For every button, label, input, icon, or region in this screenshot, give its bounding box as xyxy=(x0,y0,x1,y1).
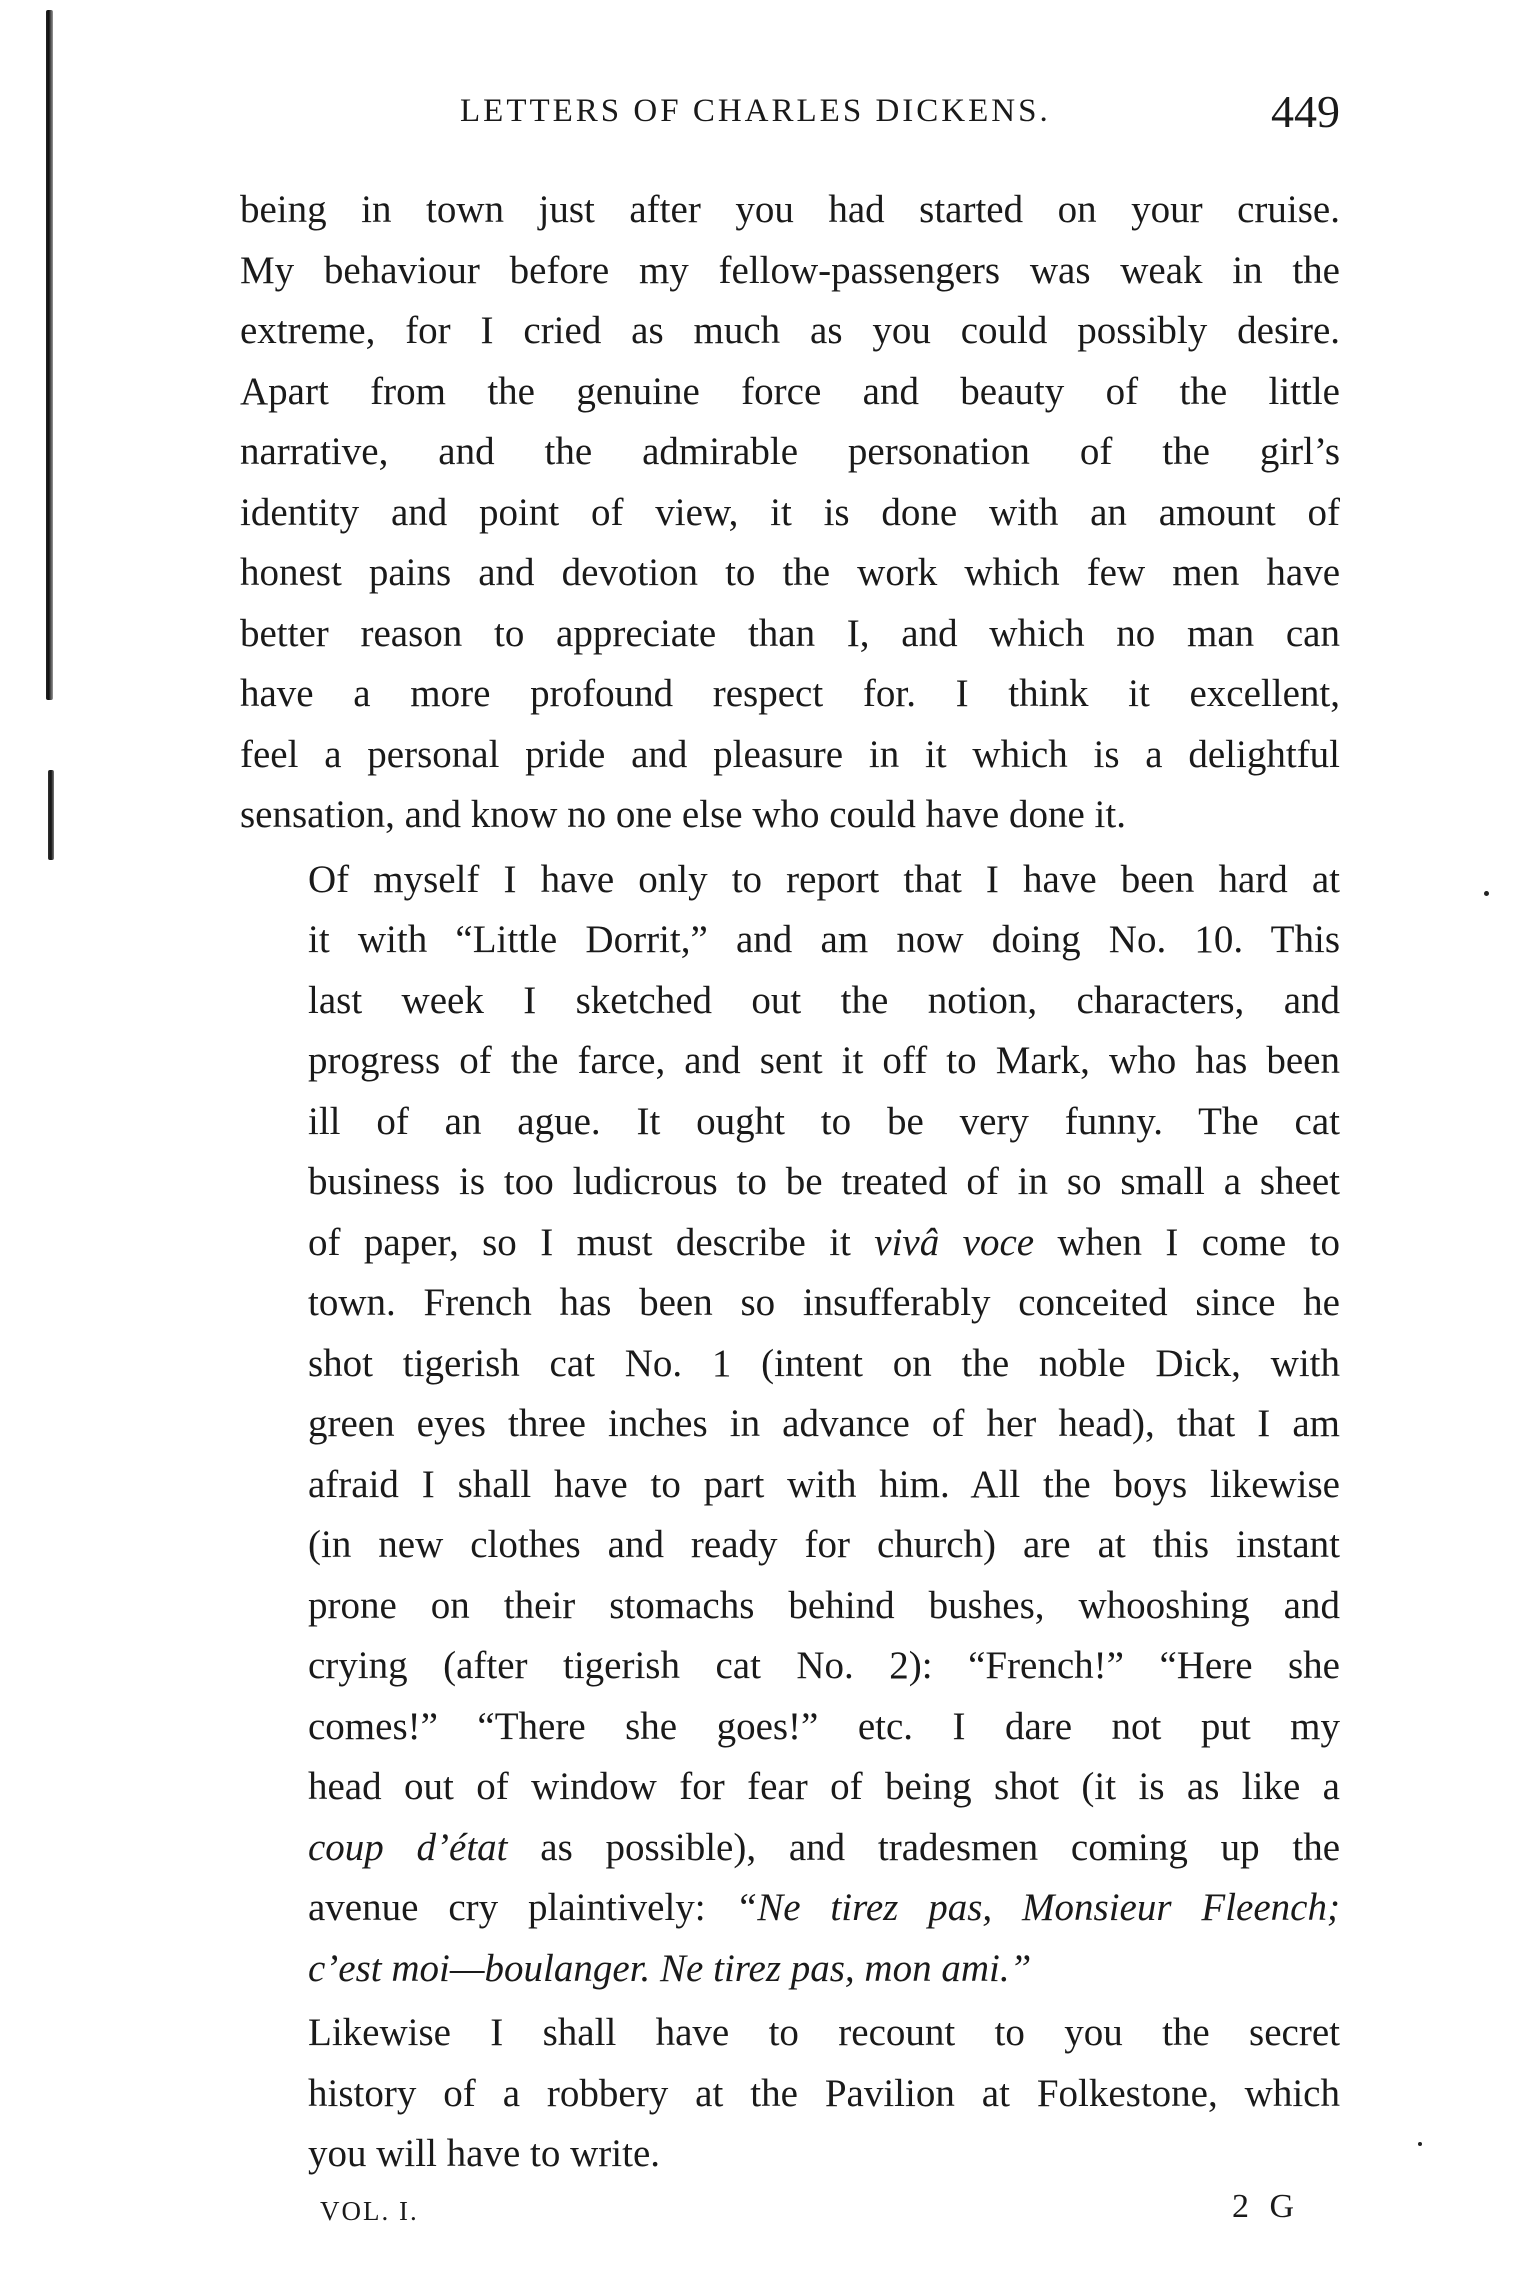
text-line: extreme, for I cried as much as you could possibly desire. xyxy=(240,309,1340,352)
ink-speck xyxy=(1484,891,1489,896)
letter-body xyxy=(240,180,1340,2185)
text-line: crying (after tigerish cat No. 2): “French!” “Here she xyxy=(308,1644,1340,1687)
volume-signature: VOL. I. xyxy=(320,2196,419,2226)
text-line: ill of an ague. It ought to be very funny. The cat xyxy=(308,1099,1340,1143)
gutter-mark-top xyxy=(46,10,53,700)
text-line: town. French has been so insufferably conceited since he xyxy=(308,1281,1340,1324)
text-line: better reason to appreciate than I, and which no man can xyxy=(240,611,1340,655)
text-line: shot tigerish cat No. 1 (intent on the noble Dick, with xyxy=(308,1341,1340,1385)
text-line: business is too ludicrous to be treated of in so small a sheet xyxy=(308,1160,1340,1203)
page-footer xyxy=(240,2188,1340,2238)
ink-speck xyxy=(1418,2142,1422,2146)
text-line: head out of window for fear of being shot (it is as like a xyxy=(308,1765,1340,1808)
text-line: Apart from the genuine force and beauty of the little xyxy=(240,369,1340,413)
text-line: feel a personal pride and pleasure in it which is a delightful xyxy=(240,732,1340,776)
paragraph-robbery xyxy=(240,2003,1340,2185)
text-line: you will have to write. xyxy=(308,2132,661,2175)
text-line: sensation, and know no one else who could have done it. xyxy=(240,793,1126,836)
text-line: prone on their stomachs behind bushes, whooshing and xyxy=(308,1583,1340,1627)
text-line: progress of the farce, and sent it off to Mark, who has been xyxy=(308,1039,1340,1082)
paragraph-continuation xyxy=(240,180,1340,846)
paragraph-little-dorrit xyxy=(240,850,1340,2000)
text-line: c’est moi—boulanger. Ne tirez pas, mon ami.” xyxy=(308,1946,1032,1990)
text-line: narrative, and the admirable personation of the girl’s xyxy=(240,430,1340,473)
text-line: of paper, so I must describe it vivâ voce when I come to xyxy=(308,1220,1340,1264)
text-line: coup d’état as possible), and tradesmen coming up the xyxy=(308,1825,1341,1869)
gathering-signature: 2 G xyxy=(1231,2188,1300,2225)
text-line: (in new clothes and ready for church) are at this instant xyxy=(308,1523,1340,1566)
running-head xyxy=(240,85,1340,145)
binding-gutter-shadow xyxy=(0,0,80,2285)
text-line: Of myself I have only to report that I have been hard at xyxy=(308,857,1340,901)
text-line: have a more profound respect for. I think it excellent, xyxy=(240,672,1340,715)
text-line: it with “Little Dorrit,” and am now doing No. 10. This xyxy=(308,918,1340,961)
text-line: green eyes three inches in advance of her head), that I am xyxy=(308,1402,1340,1445)
text-line: afraid I shall have to part with him. All the boys likewise xyxy=(308,1462,1340,1506)
gutter-mark-bottom xyxy=(48,770,54,860)
text-line: avenue cry plaintively: “Ne tirez pas, Monsieur Fleench; xyxy=(308,1886,1340,1929)
text-line: history of a robbery at the Pavilion at Folkestone, which xyxy=(308,2071,1340,2115)
text-line: last week I sketched out the notion, characters, and xyxy=(308,978,1340,1022)
text-line: identity and point of view, it is done with an amount of xyxy=(240,490,1340,534)
text-line: being in town just after you had started on your cruise. xyxy=(240,188,1340,231)
text-line: honest pains and devotion to the work which few men have xyxy=(240,551,1340,594)
page-number: 449 xyxy=(1271,86,1340,137)
running-title: LETTERS OF CHARLES DICKENS. xyxy=(460,93,1051,129)
text-line: Likewise I shall have to recount to you the secret xyxy=(308,2011,1340,2054)
text-line: comes!” “There she goes!” etc. I dare not put my xyxy=(308,1704,1340,1748)
text-line: My behaviour before my fellow-passengers was weak in the xyxy=(240,248,1340,292)
